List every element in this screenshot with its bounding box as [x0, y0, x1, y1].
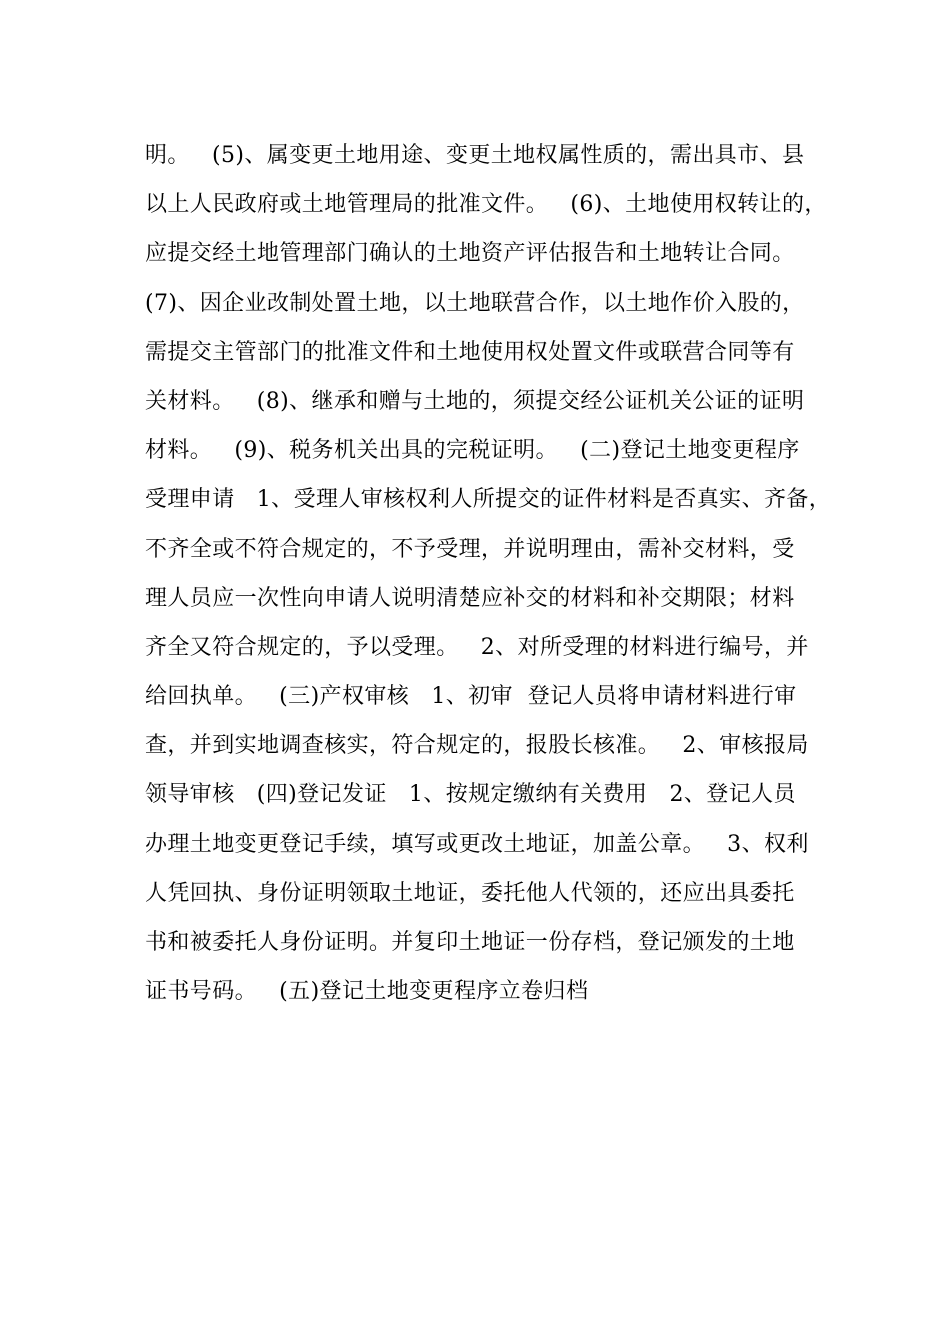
text-line: 材料。 (9)、税务机关出具的完税证明。 (二)登记土地变更程序 — [145, 438, 800, 464]
text-line: 人凭回执、身份证明领取土地证，委托他人代领的，还应出具委托 — [145, 880, 795, 906]
text-line: 齐全又符合规定的，予以受理。 2、对所受理的材料进行编号，并 — [145, 634, 809, 660]
text-line: 书和被委托人身份证明。并复印土地证一份存档，登记颁发的土地 — [145, 930, 795, 955]
text-line: 领导审核 (四)登记发证 1、按规定缴纳有关费用 2、登记人员 — [145, 782, 796, 808]
text-line: (7)、因企业改制处置土地，以土地联营合作，以土地作价入股的， — [145, 290, 805, 316]
text-line: 证书号码。 (五)登记土地变更程序立卷归档 — [145, 979, 589, 1005]
text-line: 不齐全或不符合规定的，不予受理，并说明理由，需补交材料，受 — [145, 536, 795, 562]
text-line: 明。 (5)、属变更土地用途、变更土地权属性质的，需出具市、县 — [145, 143, 805, 168]
text-line: 以上人民政府或土地管理局的批准文件。 (6)、土地使用权转让的， — [145, 192, 827, 218]
text-line: 办理土地变更登记手续，填写或更改土地证，加盖公章。 3、权利 — [145, 831, 809, 857]
body-text — [145, 131, 835, 1016]
text-line: 应提交经土地管理部门确认的土地资产评估报告和土地转让合同。 — [145, 241, 795, 267]
text-line: 给回执单。 (三)产权审核 1、初审 登记人员将申请材料进行审 — [145, 684, 797, 710]
text-line: 受理申请 1、受理人审核权利人所提交的证件材料是否真实、齐备， — [145, 487, 832, 513]
text-line: 关材料。 (8)、继承和赠与土地的，须提交经公证机关公证的证明 — [145, 388, 805, 414]
text-line: 需提交主管部门的批准文件和土地使用权处置文件或联营合同等有 — [145, 339, 795, 365]
text-line: 查，并到实地调查核实，符合规定的，报股长核准。 2、审核报局 — [145, 733, 809, 759]
text-line: 理人员应一次性向申请人说明清楚应补交的材料和补交期限；材料 — [145, 585, 795, 611]
